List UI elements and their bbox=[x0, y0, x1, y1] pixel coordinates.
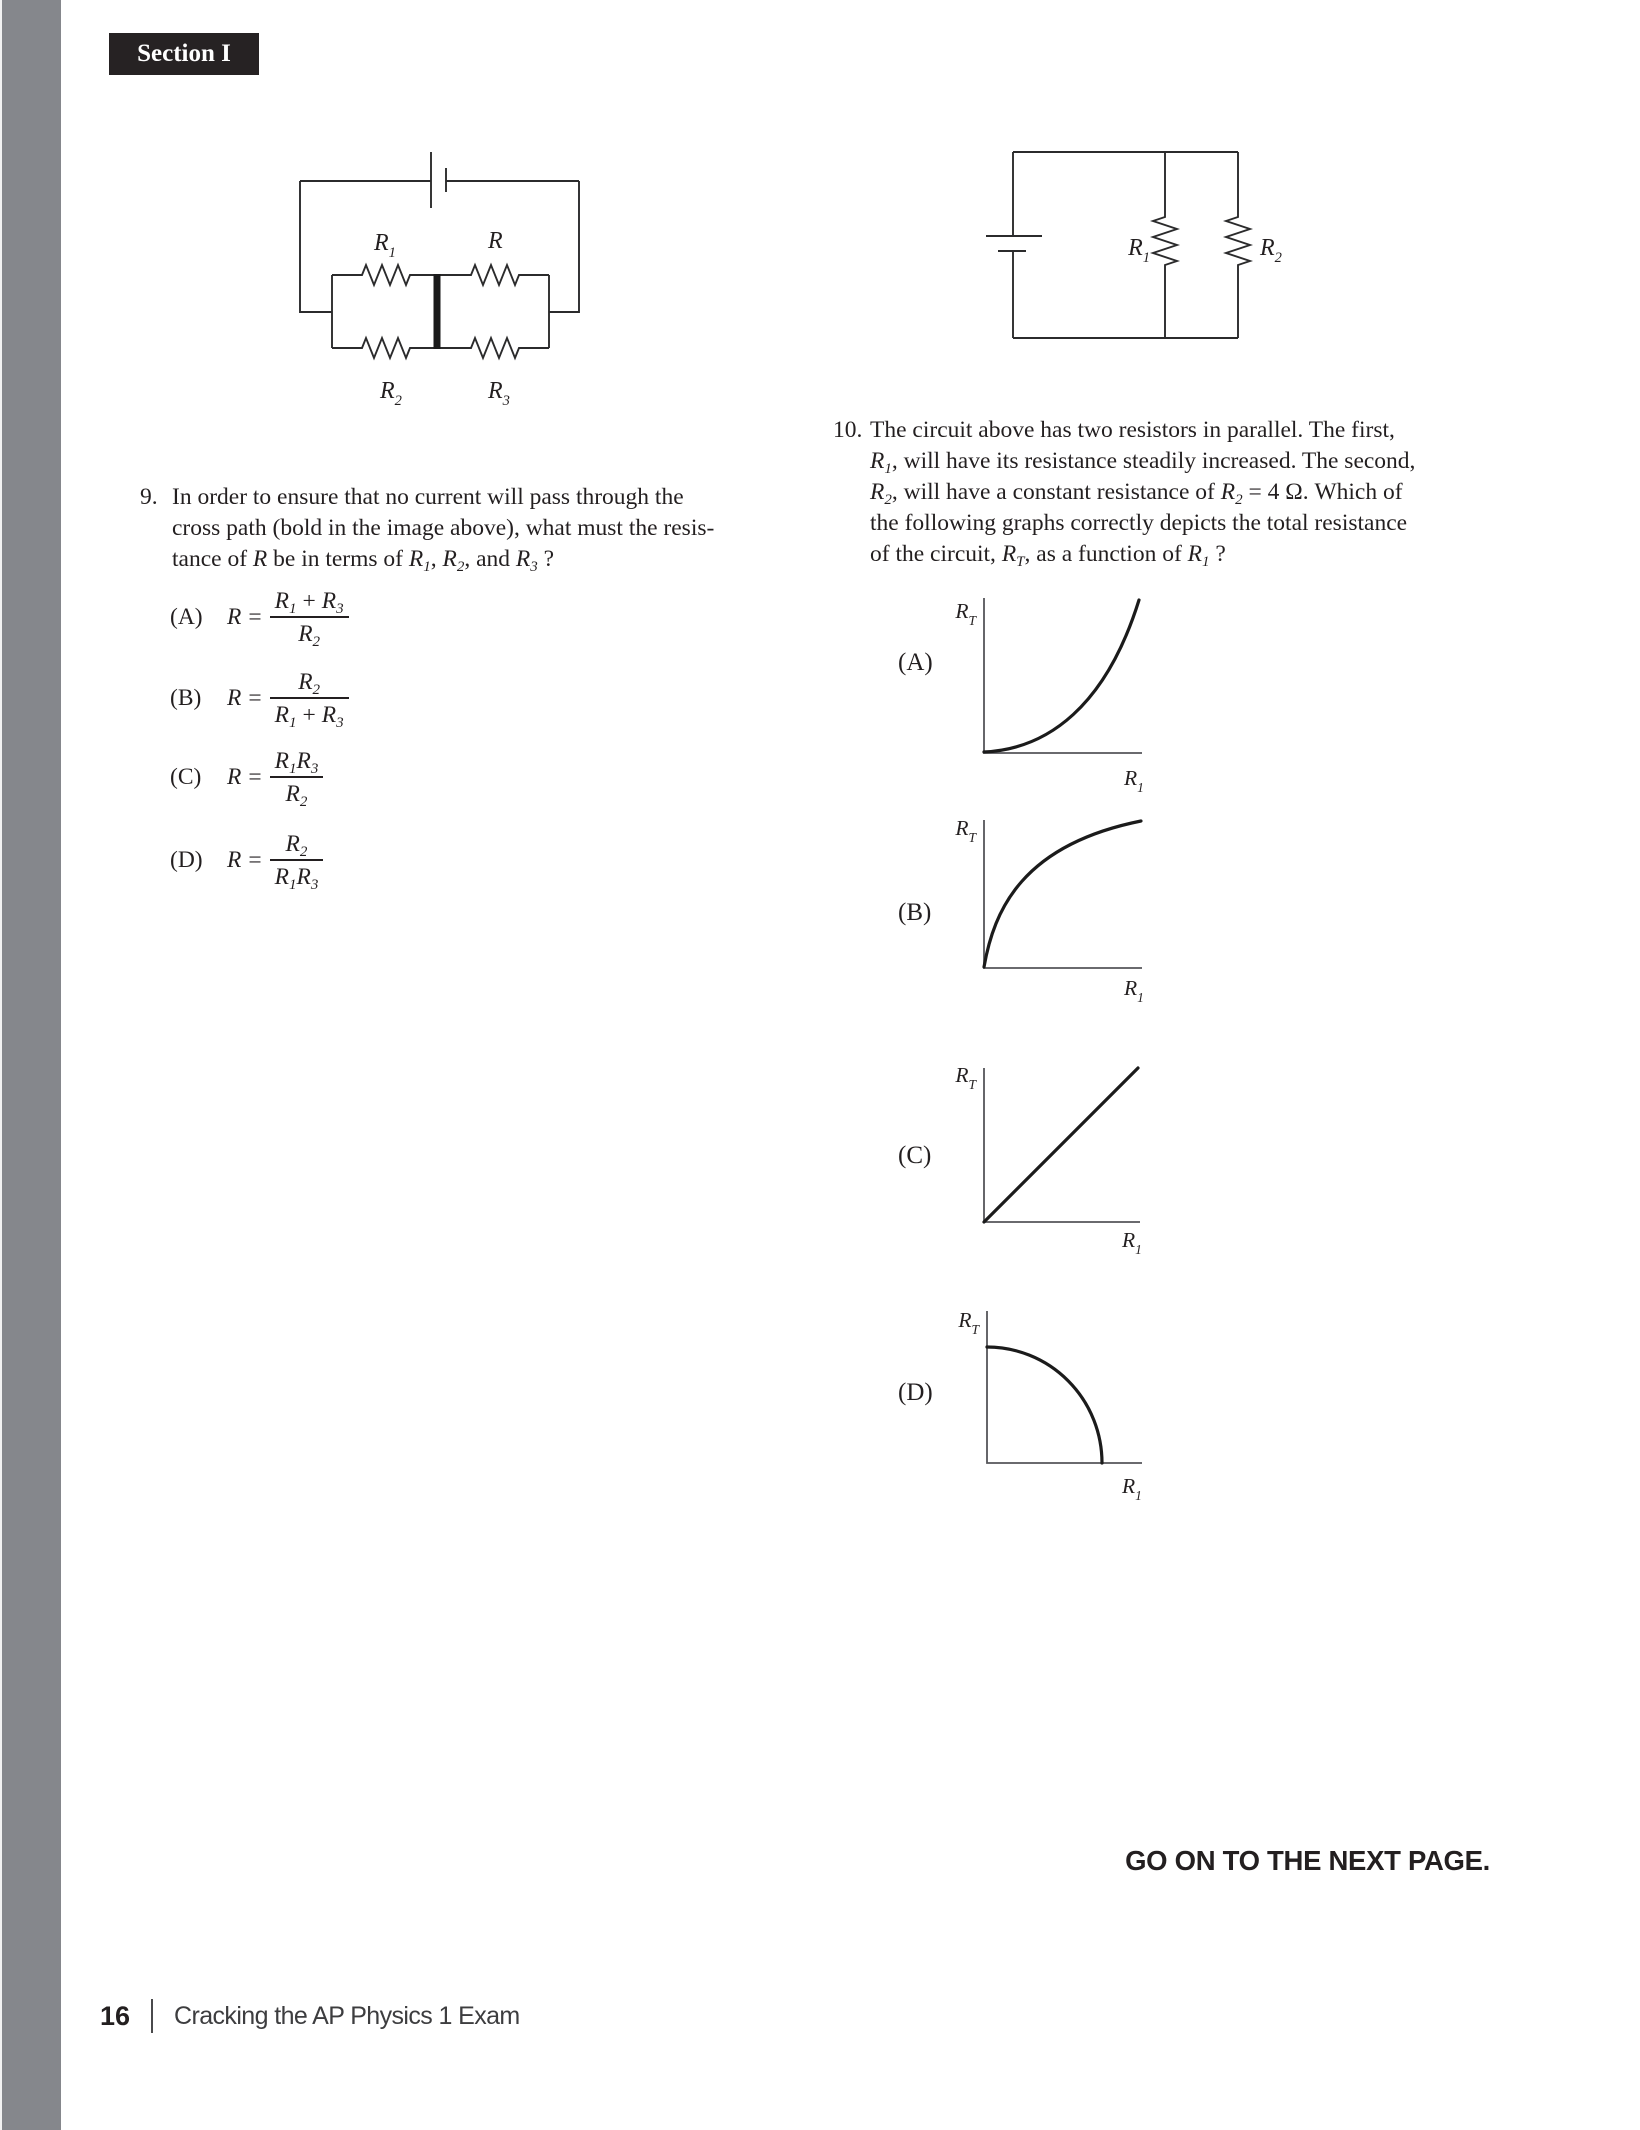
fraction-denominator: $R_2$ bbox=[298, 620, 321, 650]
x-axis-label: $R_1$ bbox=[1122, 1228, 1142, 1257]
choice-lhs: R = bbox=[227, 603, 262, 630]
question-text-line: cross path (bold in the image above), what must the resis- bbox=[172, 515, 715, 541]
fraction bbox=[270, 587, 349, 650]
page-footer bbox=[100, 1998, 520, 2034]
label-r1: $R_1$ bbox=[1128, 235, 1150, 266]
question-text-line: of the circuit, $R_T$, as a function of $R_1$ ? bbox=[870, 541, 1226, 570]
option-label: (B) bbox=[898, 899, 932, 926]
graph-option-c bbox=[860, 1035, 1180, 1270]
axes bbox=[984, 598, 1142, 753]
q9-choice-c bbox=[170, 742, 323, 812]
label-r2: $R_2$ bbox=[1260, 235, 1282, 266]
fraction-denominator: $R_1 + R_3$ bbox=[274, 701, 344, 731]
graph-option-a bbox=[860, 580, 1180, 815]
wire-right-edge bbox=[549, 181, 579, 312]
fraction bbox=[270, 747, 324, 810]
sidebar-gray-bar bbox=[2, 0, 61, 2130]
fraction-numerator: $R_2$ bbox=[298, 668, 321, 698]
curve-concave-up bbox=[984, 600, 1139, 752]
q9-choice-d bbox=[170, 825, 323, 895]
x-axis-label: $R_1$ bbox=[1122, 1474, 1142, 1503]
fraction-numerator: $R_1 + R_3$ bbox=[274, 587, 344, 617]
wire-left-edge bbox=[300, 181, 332, 312]
section-badge bbox=[109, 33, 259, 75]
question-number: 9. bbox=[140, 484, 158, 510]
page-number: 16 bbox=[100, 2000, 131, 2031]
choice-lhs: R = bbox=[227, 684, 262, 711]
label-r: R bbox=[488, 228, 503, 254]
question-number: 10. bbox=[833, 417, 863, 443]
choice-label: (A) bbox=[170, 603, 203, 630]
label-r2: $R_2$ bbox=[380, 378, 402, 409]
fraction-bar bbox=[270, 859, 324, 861]
fraction bbox=[270, 668, 349, 731]
book-title: Cracking the AP Physics 1 Exam bbox=[174, 2001, 520, 2030]
question-text-line: In order to ensure that no current will pass through the bbox=[172, 484, 684, 510]
footer-divider bbox=[151, 1999, 153, 2033]
axes bbox=[984, 820, 1142, 968]
q9-choice-b bbox=[170, 663, 349, 733]
x-axis-label: $R_1$ bbox=[1124, 766, 1144, 795]
y-axis-label: $R_T$ bbox=[955, 816, 976, 845]
option-label: (A) bbox=[898, 649, 933, 676]
y-axis-label: $R_T$ bbox=[955, 1063, 976, 1092]
y-axis-label: $R_T$ bbox=[955, 599, 976, 628]
fraction bbox=[270, 830, 324, 893]
x-axis-label: $R_1$ bbox=[1124, 976, 1144, 1005]
question-text-line: The circuit above has two resistors in parallel. The first, bbox=[870, 417, 1395, 443]
graph-option-d bbox=[860, 1290, 1180, 1525]
fraction-denominator: $R_1R_3$ bbox=[274, 863, 319, 893]
choice-lhs: R = bbox=[227, 846, 262, 873]
resistor-r2-branch bbox=[1226, 152, 1250, 338]
fraction-bar bbox=[270, 616, 349, 618]
q9-bridge-circuit-diagram bbox=[290, 140, 590, 420]
curve-quarter-ellipse bbox=[987, 1347, 1102, 1463]
q9-choice-a bbox=[170, 582, 349, 652]
option-label: (C) bbox=[898, 1142, 932, 1169]
curve-concave-down bbox=[984, 821, 1141, 967]
question-text-line: $R_2$, will have a constant resistance of $R_2 = 4$ Ω. Which of bbox=[870, 479, 1403, 508]
y-axis-label: $R_T$ bbox=[958, 1308, 979, 1337]
question-text bbox=[172, 482, 780, 575]
resistor-r1-branch bbox=[1153, 152, 1177, 338]
graph-option-b bbox=[860, 795, 1180, 1030]
label-r1: $R_1$ bbox=[374, 230, 396, 261]
question-10 bbox=[833, 415, 1513, 570]
question-9 bbox=[140, 482, 780, 575]
fraction-bar bbox=[270, 776, 324, 778]
option-label: (D) bbox=[898, 1379, 933, 1406]
question-text-line: $R_1$, will have its resistance steadily increased. The second, bbox=[870, 448, 1416, 477]
question-text-line: the following graphs correctly depicts the total resistance bbox=[870, 510, 1408, 536]
battery-symbol bbox=[431, 152, 446, 208]
choice-label: (D) bbox=[170, 846, 203, 873]
battery-symbol bbox=[986, 236, 1042, 251]
section-badge-label: Section I bbox=[137, 40, 231, 67]
choice-label: (C) bbox=[170, 763, 202, 790]
fraction-bar bbox=[270, 697, 349, 699]
choice-label: (B) bbox=[170, 684, 202, 711]
label-r3: $R_3$ bbox=[488, 378, 510, 409]
question-text-line: tance of R be in terms of $R_1$, $R_2$, and $R_3$ ? bbox=[172, 546, 555, 575]
fraction-numerator: $R_1R_3$ bbox=[274, 747, 319, 777]
fraction-numerator: $R_2$ bbox=[285, 830, 308, 860]
curve-linear bbox=[984, 1068, 1138, 1222]
choice-lhs: R = bbox=[227, 763, 262, 790]
fraction-denominator: $R_2$ bbox=[285, 780, 308, 810]
axes bbox=[987, 1311, 1142, 1463]
question-text bbox=[870, 415, 1513, 570]
q10-parallel-circuit-diagram bbox=[960, 130, 1340, 370]
go-on-instruction: GO ON TO THE NEXT PAGE. bbox=[1125, 1845, 1490, 1876]
